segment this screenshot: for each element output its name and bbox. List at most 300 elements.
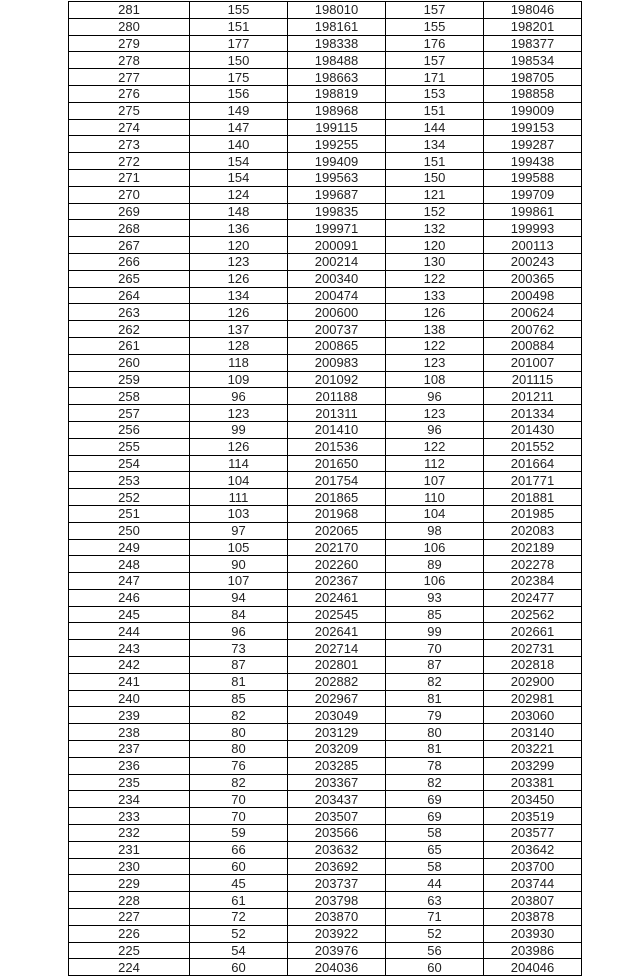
table-row — [69, 35, 582, 52]
table-row — [69, 186, 582, 203]
cumulative-cell: 200865 — [288, 337, 386, 354]
score-cell: 230 — [69, 858, 190, 875]
cumulative-cell-alt: 199438 — [484, 153, 582, 170]
table-row — [69, 405, 582, 422]
table-row — [69, 825, 582, 842]
count-cell-alt: 58 — [386, 825, 484, 842]
count-cell-alt: 52 — [386, 925, 484, 942]
count-cell-alt: 152 — [386, 203, 484, 220]
count-cell: 54 — [190, 942, 288, 959]
count-cell: 140 — [190, 136, 288, 153]
count-cell: 73 — [190, 640, 288, 657]
count-cell: 123 — [190, 405, 288, 422]
table-row — [69, 892, 582, 909]
count-cell: 103 — [190, 505, 288, 522]
cumulative-cell-alt: 203807 — [484, 892, 582, 909]
count-cell: 120 — [190, 237, 288, 254]
cumulative-cell: 202967 — [288, 690, 386, 707]
cumulative-cell: 200983 — [288, 354, 386, 371]
cumulative-cell: 201092 — [288, 371, 386, 388]
score-cell: 250 — [69, 522, 190, 539]
count-cell-alt: 44 — [386, 875, 484, 892]
score-cell: 238 — [69, 724, 190, 741]
count-cell-alt: 96 — [386, 421, 484, 438]
score-cell: 279 — [69, 35, 190, 52]
cumulative-cell-alt: 201552 — [484, 438, 582, 455]
score-cell: 267 — [69, 237, 190, 254]
count-cell: 60 — [190, 858, 288, 875]
count-cell-alt: 63 — [386, 892, 484, 909]
table-row — [69, 52, 582, 69]
table-row — [69, 522, 582, 539]
count-cell-alt: 157 — [386, 2, 484, 19]
score-cell: 269 — [69, 203, 190, 220]
cumulative-cell: 203976 — [288, 942, 386, 959]
count-cell: 52 — [190, 925, 288, 942]
table-row — [69, 707, 582, 724]
cumulative-cell: 201188 — [288, 388, 386, 405]
cumulative-cell-alt: 200624 — [484, 304, 582, 321]
cumulative-cell-alt: 203577 — [484, 825, 582, 842]
score-cell: 263 — [69, 304, 190, 321]
score-table-body — [69, 2, 582, 976]
cumulative-cell: 201311 — [288, 405, 386, 422]
count-cell-alt: 93 — [386, 589, 484, 606]
count-cell: 124 — [190, 186, 288, 203]
count-cell: 45 — [190, 875, 288, 892]
count-cell-alt: 60 — [386, 959, 484, 976]
count-cell: 80 — [190, 741, 288, 758]
cumulative-cell: 203737 — [288, 875, 386, 892]
cumulative-cell: 202714 — [288, 640, 386, 657]
count-cell: 147 — [190, 119, 288, 136]
cumulative-cell: 203692 — [288, 858, 386, 875]
table-row — [69, 673, 582, 690]
table-row — [69, 791, 582, 808]
count-cell: 61 — [190, 892, 288, 909]
count-cell-alt: 144 — [386, 119, 484, 136]
cumulative-cell: 203870 — [288, 909, 386, 926]
count-cell: 59 — [190, 825, 288, 842]
count-cell: 137 — [190, 321, 288, 338]
cumulative-cell-alt: 200762 — [484, 321, 582, 338]
cumulative-cell: 199687 — [288, 186, 386, 203]
count-cell: 84 — [190, 606, 288, 623]
count-cell: 126 — [190, 270, 288, 287]
count-cell: 150 — [190, 52, 288, 69]
score-cell: 280 — [69, 18, 190, 35]
cumulative-cell: 201754 — [288, 472, 386, 489]
table-row — [69, 371, 582, 388]
count-cell: 109 — [190, 371, 288, 388]
count-cell: 107 — [190, 573, 288, 590]
cumulative-cell-alt: 202083 — [484, 522, 582, 539]
count-cell-alt: 171 — [386, 69, 484, 86]
cumulative-cell-alt: 202981 — [484, 690, 582, 707]
table-row — [69, 455, 582, 472]
count-cell-alt: 151 — [386, 153, 484, 170]
count-cell-alt: 126 — [386, 304, 484, 321]
table-row — [69, 237, 582, 254]
cumulative-cell: 201536 — [288, 438, 386, 455]
count-cell: 177 — [190, 35, 288, 52]
count-cell: 128 — [190, 337, 288, 354]
count-cell-alt: 69 — [386, 808, 484, 825]
count-cell-alt: 81 — [386, 741, 484, 758]
cumulative-cell: 198338 — [288, 35, 386, 52]
cumulative-cell-alt: 202278 — [484, 556, 582, 573]
cumulative-cell-alt: 198377 — [484, 35, 582, 52]
table-row — [69, 741, 582, 758]
cumulative-cell: 198819 — [288, 85, 386, 102]
table-row — [69, 203, 582, 220]
cumulative-cell: 202461 — [288, 589, 386, 606]
count-cell-alt: 87 — [386, 657, 484, 674]
count-cell-alt: 89 — [386, 556, 484, 573]
count-cell: 99 — [190, 421, 288, 438]
count-cell-alt: 120 — [386, 237, 484, 254]
cumulative-cell-alt: 202562 — [484, 606, 582, 623]
table-row — [69, 304, 582, 321]
score-cell: 234 — [69, 791, 190, 808]
count-cell-alt: 82 — [386, 774, 484, 791]
count-cell: 85 — [190, 690, 288, 707]
count-cell: 155 — [190, 2, 288, 19]
cumulative-cell: 199409 — [288, 153, 386, 170]
count-cell-alt: 96 — [386, 388, 484, 405]
score-cell: 275 — [69, 102, 190, 119]
count-cell: 123 — [190, 253, 288, 270]
cumulative-cell-alt: 199993 — [484, 220, 582, 237]
cumulative-cell: 203129 — [288, 724, 386, 741]
score-cell: 277 — [69, 69, 190, 86]
count-cell-alt: 110 — [386, 489, 484, 506]
cumulative-cell: 201410 — [288, 421, 386, 438]
table-row — [69, 438, 582, 455]
table-row — [69, 18, 582, 35]
count-cell-alt: 122 — [386, 337, 484, 354]
count-cell: 82 — [190, 774, 288, 791]
cumulative-cell-alt: 201430 — [484, 421, 582, 438]
table-row — [69, 169, 582, 186]
count-cell-alt: 58 — [386, 858, 484, 875]
count-cell-alt: 122 — [386, 270, 484, 287]
count-cell: 96 — [190, 623, 288, 640]
score-cell: 264 — [69, 287, 190, 304]
cumulative-cell-alt: 203381 — [484, 774, 582, 791]
count-cell: 60 — [190, 959, 288, 976]
table-row — [69, 354, 582, 371]
cumulative-cell-alt: 199861 — [484, 203, 582, 220]
cumulative-cell-alt: 203221 — [484, 741, 582, 758]
cumulative-cell-alt: 201334 — [484, 405, 582, 422]
cumulative-cell: 202170 — [288, 539, 386, 556]
score-cell: 255 — [69, 438, 190, 455]
score-cell: 224 — [69, 959, 190, 976]
cumulative-cell-alt: 203930 — [484, 925, 582, 942]
count-cell-alt: 56 — [386, 942, 484, 959]
score-cell: 271 — [69, 169, 190, 186]
count-cell-alt: 78 — [386, 757, 484, 774]
table-row — [69, 875, 582, 892]
cumulative-cell: 199115 — [288, 119, 386, 136]
score-cell: 272 — [69, 153, 190, 170]
table-row — [69, 774, 582, 791]
table-row — [69, 421, 582, 438]
cumulative-cell: 203209 — [288, 741, 386, 758]
score-cell: 237 — [69, 741, 190, 758]
cumulative-cell-alt: 204046 — [484, 959, 582, 976]
count-cell-alt: 65 — [386, 841, 484, 858]
cumulative-cell: 202882 — [288, 673, 386, 690]
count-cell: 126 — [190, 304, 288, 321]
cumulative-cell-alt: 203140 — [484, 724, 582, 741]
table-row — [69, 388, 582, 405]
table-row — [69, 2, 582, 19]
cumulative-cell: 203798 — [288, 892, 386, 909]
cumulative-cell: 202545 — [288, 606, 386, 623]
cumulative-cell-alt: 201985 — [484, 505, 582, 522]
score-cell: 256 — [69, 421, 190, 438]
table-row — [69, 69, 582, 86]
table-row — [69, 606, 582, 623]
count-cell-alt: 80 — [386, 724, 484, 741]
cumulative-cell: 203632 — [288, 841, 386, 858]
count-cell-alt: 157 — [386, 52, 484, 69]
cumulative-cell: 202260 — [288, 556, 386, 573]
cumulative-cell-alt: 202661 — [484, 623, 582, 640]
table-row — [69, 841, 582, 858]
count-cell-alt: 106 — [386, 539, 484, 556]
cumulative-cell-alt: 199709 — [484, 186, 582, 203]
score-cell: 266 — [69, 253, 190, 270]
cumulative-cell: 202641 — [288, 623, 386, 640]
score-cell: 265 — [69, 270, 190, 287]
cumulative-cell-alt: 200365 — [484, 270, 582, 287]
count-cell-alt: 81 — [386, 690, 484, 707]
table-row — [69, 808, 582, 825]
cumulative-cell-alt: 200498 — [484, 287, 582, 304]
count-cell-alt: 123 — [386, 405, 484, 422]
score-cell: 260 — [69, 354, 190, 371]
score-cell: 259 — [69, 371, 190, 388]
count-cell: 97 — [190, 522, 288, 539]
table-row — [69, 270, 582, 287]
cumulative-cell-alt: 201664 — [484, 455, 582, 472]
table-row — [69, 220, 582, 237]
count-cell-alt: 85 — [386, 606, 484, 623]
cumulative-cell-alt: 203450 — [484, 791, 582, 808]
table-row — [69, 539, 582, 556]
score-cell: 276 — [69, 85, 190, 102]
count-cell: 118 — [190, 354, 288, 371]
count-cell-alt: 132 — [386, 220, 484, 237]
score-table — [68, 1, 582, 976]
count-cell: 82 — [190, 707, 288, 724]
score-cell: 240 — [69, 690, 190, 707]
table-row — [69, 153, 582, 170]
score-cell: 274 — [69, 119, 190, 136]
count-cell-alt: 82 — [386, 673, 484, 690]
score-cell: 278 — [69, 52, 190, 69]
count-cell: 111 — [190, 489, 288, 506]
count-cell: 134 — [190, 287, 288, 304]
table-row — [69, 321, 582, 338]
score-cell: 232 — [69, 825, 190, 842]
count-cell-alt: 104 — [386, 505, 484, 522]
cumulative-cell: 203285 — [288, 757, 386, 774]
cumulative-cell-alt: 199009 — [484, 102, 582, 119]
table-row — [69, 253, 582, 270]
count-cell: 76 — [190, 757, 288, 774]
cumulative-cell: 203049 — [288, 707, 386, 724]
count-cell: 104 — [190, 472, 288, 489]
table-row — [69, 573, 582, 590]
table-row — [69, 505, 582, 522]
score-cell: 242 — [69, 657, 190, 674]
cumulative-cell-alt: 198858 — [484, 85, 582, 102]
score-cell: 241 — [69, 673, 190, 690]
cumulative-cell-alt: 203299 — [484, 757, 582, 774]
score-cell: 227 — [69, 909, 190, 926]
score-cell: 229 — [69, 875, 190, 892]
table-row — [69, 942, 582, 959]
score-cell: 281 — [69, 2, 190, 19]
count-cell: 114 — [190, 455, 288, 472]
count-cell-alt: 107 — [386, 472, 484, 489]
count-cell: 81 — [190, 673, 288, 690]
count-cell: 148 — [190, 203, 288, 220]
count-cell: 90 — [190, 556, 288, 573]
score-cell: 239 — [69, 707, 190, 724]
count-cell-alt: 176 — [386, 35, 484, 52]
cumulative-cell-alt: 203986 — [484, 942, 582, 959]
score-cell: 270 — [69, 186, 190, 203]
score-cell: 273 — [69, 136, 190, 153]
count-cell-alt: 123 — [386, 354, 484, 371]
count-cell: 175 — [190, 69, 288, 86]
count-cell-alt: 138 — [386, 321, 484, 338]
cumulative-cell-alt: 200243 — [484, 253, 582, 270]
cumulative-cell: 201968 — [288, 505, 386, 522]
count-cell-alt: 71 — [386, 909, 484, 926]
cumulative-cell-alt: 200113 — [484, 237, 582, 254]
cumulative-cell: 201865 — [288, 489, 386, 506]
count-cell-alt: 121 — [386, 186, 484, 203]
cumulative-cell-alt: 201007 — [484, 354, 582, 371]
score-cell: 226 — [69, 925, 190, 942]
cumulative-cell-alt: 201115 — [484, 371, 582, 388]
table-row — [69, 556, 582, 573]
cumulative-cell-alt: 203642 — [484, 841, 582, 858]
cumulative-cell-alt: 202818 — [484, 657, 582, 674]
score-cell: 228 — [69, 892, 190, 909]
cumulative-cell: 198663 — [288, 69, 386, 86]
count-cell: 96 — [190, 388, 288, 405]
cumulative-cell-alt: 199588 — [484, 169, 582, 186]
table-row — [69, 85, 582, 102]
count-cell: 154 — [190, 153, 288, 170]
cumulative-cell-alt: 198705 — [484, 69, 582, 86]
score-cell: 251 — [69, 505, 190, 522]
score-cell: 243 — [69, 640, 190, 657]
cumulative-cell: 198968 — [288, 102, 386, 119]
cumulative-cell: 202367 — [288, 573, 386, 590]
cumulative-cell: 203566 — [288, 825, 386, 842]
cumulative-cell-alt: 201211 — [484, 388, 582, 405]
count-cell-alt: 69 — [386, 791, 484, 808]
table-row — [69, 623, 582, 640]
cumulative-cell-alt: 202189 — [484, 539, 582, 556]
cumulative-cell-alt: 198534 — [484, 52, 582, 69]
score-cell: 258 — [69, 388, 190, 405]
count-cell-alt: 151 — [386, 102, 484, 119]
count-cell-alt: 155 — [386, 18, 484, 35]
count-cell-alt: 70 — [386, 640, 484, 657]
table-row — [69, 119, 582, 136]
cumulative-cell: 203367 — [288, 774, 386, 791]
cumulative-cell-alt: 200884 — [484, 337, 582, 354]
cumulative-cell-alt: 202384 — [484, 573, 582, 590]
cumulative-cell: 202801 — [288, 657, 386, 674]
score-cell: 231 — [69, 841, 190, 858]
cumulative-cell: 200600 — [288, 304, 386, 321]
score-cell: 235 — [69, 774, 190, 791]
score-cell: 248 — [69, 556, 190, 573]
cumulative-cell-alt: 202900 — [484, 673, 582, 690]
score-cell: 233 — [69, 808, 190, 825]
cumulative-cell-alt: 198046 — [484, 2, 582, 19]
cumulative-cell-alt: 202477 — [484, 589, 582, 606]
cumulative-cell: 199835 — [288, 203, 386, 220]
cumulative-cell: 199255 — [288, 136, 386, 153]
count-cell-alt: 79 — [386, 707, 484, 724]
score-cell: 262 — [69, 321, 190, 338]
table-row — [69, 102, 582, 119]
cumulative-cell: 200737 — [288, 321, 386, 338]
count-cell: 151 — [190, 18, 288, 35]
count-cell: 70 — [190, 791, 288, 808]
score-cell: 245 — [69, 606, 190, 623]
cumulative-cell-alt: 203060 — [484, 707, 582, 724]
cumulative-cell: 198161 — [288, 18, 386, 35]
table-row — [69, 589, 582, 606]
count-cell-alt: 150 — [386, 169, 484, 186]
cumulative-cell: 200340 — [288, 270, 386, 287]
table-row — [69, 136, 582, 153]
count-cell: 72 — [190, 909, 288, 926]
score-cell: 236 — [69, 757, 190, 774]
score-cell: 254 — [69, 455, 190, 472]
count-cell-alt: 106 — [386, 573, 484, 590]
table-row — [69, 337, 582, 354]
score-cell: 249 — [69, 539, 190, 556]
count-cell-alt: 98 — [386, 522, 484, 539]
cumulative-cell: 200214 — [288, 253, 386, 270]
table-row — [69, 287, 582, 304]
count-cell: 80 — [190, 724, 288, 741]
cumulative-cell: 203507 — [288, 808, 386, 825]
cumulative-cell: 204036 — [288, 959, 386, 976]
score-cell: 247 — [69, 573, 190, 590]
table-row — [69, 724, 582, 741]
score-cell: 261 — [69, 337, 190, 354]
cumulative-cell: 203922 — [288, 925, 386, 942]
count-cell-alt: 130 — [386, 253, 484, 270]
table-row — [69, 640, 582, 657]
table-row — [69, 858, 582, 875]
cumulative-cell-alt: 203700 — [484, 858, 582, 875]
